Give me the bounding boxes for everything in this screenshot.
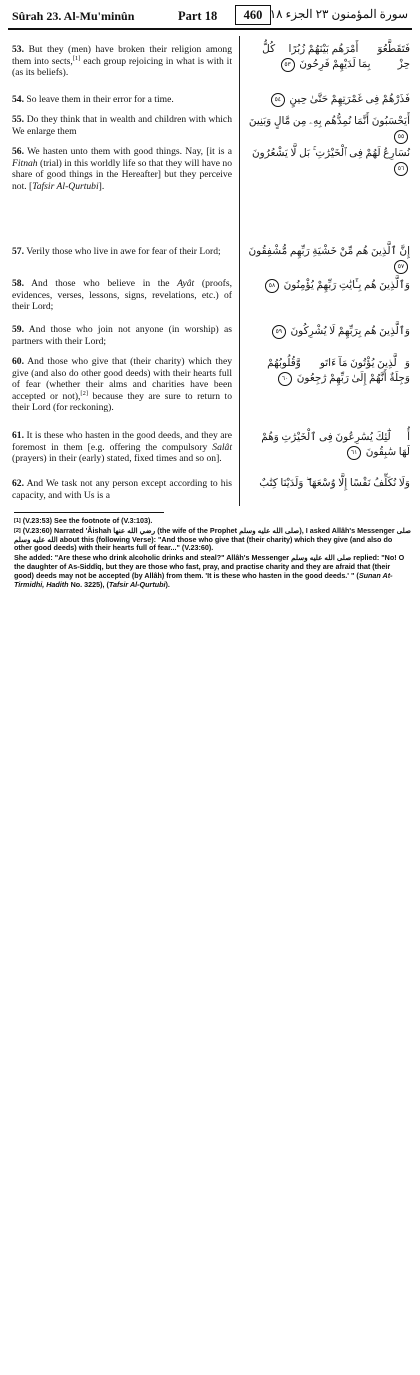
verse-59-arabic [248,324,410,339]
footnote-marker: [2] [14,527,21,534]
arabic-text: أُو۟لَٰٓئِكَ يُسَٰرِعُونَ فِى ٱلْخَيْرَٰتِ وَهُمْ لَهَا سَٰبِقُونَ [261,432,410,458]
footnote-2-continued [14,554,412,589]
verse-54-arabic [248,92,410,107]
arabic-text: نُسَارِعُ لَهُمْ فِى ٱلْخَيْرَٰتِ ۚ بَل لَّا يَشْعُرُونَ [251,148,410,159]
verse-number: 58. [12,278,24,289]
ayah-marker: ٥٦ [394,162,408,176]
arabic-header: سورة المؤمنون ٢٣ الجزء ١٨ [269,7,408,21]
ayah-marker: ٦١ [347,446,361,460]
verse-number: 57. [12,246,24,257]
verse-text: (proofs, evidences, verses, lessons, signs, revelations, etc.) of their Lord; [12,278,232,313]
verse-number: 56. [12,146,24,157]
verse-58-english [12,278,232,313]
verse-text: (trial) in this worldly life so that they will have no share of good things in the Hereafter] but they perceive not. [ [12,157,232,192]
verse-53-english [12,44,232,79]
verse-text: But they (men) have broken their religion among them into sects, [12,44,232,67]
surah-title: Sûrah 23. Al-Mu'minûn [12,9,135,23]
ayah-marker: ٥٩ [272,325,286,339]
verse-53-arabic [248,42,410,72]
footnote-2 [14,527,412,553]
footnote-text: She added: "Are these who drink alcoholic drinks and steal?" Allâh's Messenger [14,553,292,563]
verse-61-arabic [248,430,410,460]
term-salat: Salât [212,441,232,453]
verse-55-english [12,114,232,137]
term-fitnah: Fitnah [12,157,38,169]
footnote-text: about this (following Verse): "And those who give that (their charity) which they give (and also do other good deeds) with their hearts full of fear..." (V.23:60). [14,534,393,553]
page-header [8,4,412,28]
ayah-marker: ٥٧ [394,260,408,274]
footnotes [14,517,412,590]
verse-text: because they are sure to return to their Lord (for reckoning). [12,390,232,414]
footnote-text: replied: "No! O the daughter of As-Siddîq, but they are those who fast, pray, and practise charity and they are afraid that (their good) deeds may not be accepted (by Allâh) from them. 'It is these who hasten in the good deeds.' " ( [14,553,405,580]
arabic-text: وَٱلَّذِينَ هُم بِـَٔايَٰتِ رَبِّهِمْ يُؤْمِنُونَ [283,280,410,291]
verse-number: 53. [12,44,24,55]
arabic-honorific: رضي الله عنها [113,525,156,535]
arabic-text: إِنَّ ٱلَّذِينَ هُم مِّنْ خَشْيَةِ رَبِّهِم مُّشْفِقُونَ [248,246,410,257]
footnote-text: (V.23:60) Narrated 'Âishah [22,525,114,535]
page-number: 460 [235,5,271,25]
verse-text: We hasten unto them with good things. Nay, [it is a [27,146,232,157]
arabic-honorific: صلى الله عليه وسلم [239,525,300,535]
verse-text: It is these who hasten in the good deeds, and they are foremost in them [e.g. offering the compulsory [12,430,232,453]
arabic-text: فَتَقَطَّعُوٓا۟ أَمْرَهُم بَيْنَهُمْ زُبُرًا ۖ كُلُّ حِزْبٍۭ بِمَا لَدَيْهِمْ فَرِحُونَ [262,44,410,70]
arabic-honorific: صلى الله عليه وسلم [14,525,412,544]
verse-60-arabic [248,356,410,386]
verse-text: each group rejoicing in what is with it (as its beliefs). [12,55,233,79]
verse-text: And We task not any person except according to his capacity, and with Us is a [12,478,232,501]
verse-text: And those who believe in the [31,278,178,289]
reference-tafsir: Tafsir Al-Qurtubi [108,579,166,589]
verse-60-english [12,356,232,414]
verse-text: And those who join not anyone (in worship) as partners with their Lord; [12,324,232,347]
verse-number: 55. [12,114,24,125]
verse-text: And those who give that (their charity) which they give (and also do other good deeds) with their hearts full of fear (whether their alms and charities have been accepted or not), [12,356,232,402]
footnote-text: ), I asked Allâh's Messenger [299,525,397,535]
arabic-text: وَٱلَّذِينَ يُؤْتُونَ مَآ ءَاتَوا۟ وَّقُلُوبُهُمْ وَجِلَةٌ أَنَّهُمْ إِلَىٰ رَبِّهِمْ رَٰجِعُونَ [267,358,410,384]
footnote-text: No. 3225), ( [68,579,109,589]
footnote-1 [14,517,412,526]
part-label: Part 18 [178,9,218,23]
ayah-marker: ٥٨ [265,279,279,293]
arabic-text: وَلَا نُكَلِّفُ نَفْسًا إِلَّا وُسْعَهَا ۖ وَلَدَيْنَا كِتَٰبٌ [259,478,410,489]
verse-58-arabic [248,278,410,293]
ayah-marker: ٥٣ [281,58,295,72]
verse-number: 54. [12,94,24,105]
verse-62-english [12,478,232,501]
arabic-honorific: صلى الله عليه وسلم [291,553,352,563]
arabic-text: فَذَرْهُمْ فِى غَمْرَتِهِمْ حَتَّىٰ حِينٍ [289,94,410,105]
verse-text: Verily those who live in awe for fear of their Lord; [26,246,221,257]
verse-54-english [12,94,232,106]
verse-text: ]. [98,180,105,192]
verse-61-english [12,430,232,465]
ayah-marker: ٥٥ [394,130,408,144]
term-ayat: Ayât [177,278,195,289]
verse-56-arabic [248,146,410,176]
footnote-text: ). [165,579,170,589]
verse-text: So leave them in their error for a time. [26,94,174,105]
verse-number: 61. [12,430,24,441]
ayah-marker: ٥٤ [271,93,285,107]
footnote-rule [14,512,164,513]
ayah-marker: ٦٠ [278,372,292,386]
verse-number: 60. [12,356,24,367]
header-rule [8,28,412,30]
verse-number: 59. [12,324,24,335]
footnote-marker: [1] [14,518,21,524]
verse-55-arabic [248,114,410,144]
verse-62-arabic [248,476,410,491]
verse-57-english [12,246,232,258]
verse-text: Do they think that in wealth and children with which We enlarge them [12,114,232,137]
footnote-ref-1[interactable]: [1] [72,54,81,62]
verse-number: 62. [12,478,24,489]
verse-text: (prayers) in their (early) stated, fixed times and so on]. [12,453,222,465]
column-divider [239,36,240,506]
arabic-text: أَيَحْسَبُونَ أَنَّمَا نُمِدُّهُم بِهِۦ مِن مَّالٍ وَبَنِينَ [248,116,410,127]
footnote-text: (V.23:53) See the footnote of (V.3:103). [22,516,153,525]
verse-59-english [12,324,232,347]
verse-56-english [12,146,232,192]
reference-tirmidhi: Sunan At-Tirmidhi, Hadith [14,570,393,589]
verse-57-arabic [248,244,410,274]
footnote-text: (the wife of the Prophet [155,525,240,535]
arabic-text: وَٱلَّذِينَ هُم بِرَبِّهِمْ لَا يُشْرِكُونَ [290,326,410,337]
reference-tafsir: Tafsir Al-Qurtubi [32,180,99,192]
footnote-ref-2[interactable]: [2] [80,389,89,397]
